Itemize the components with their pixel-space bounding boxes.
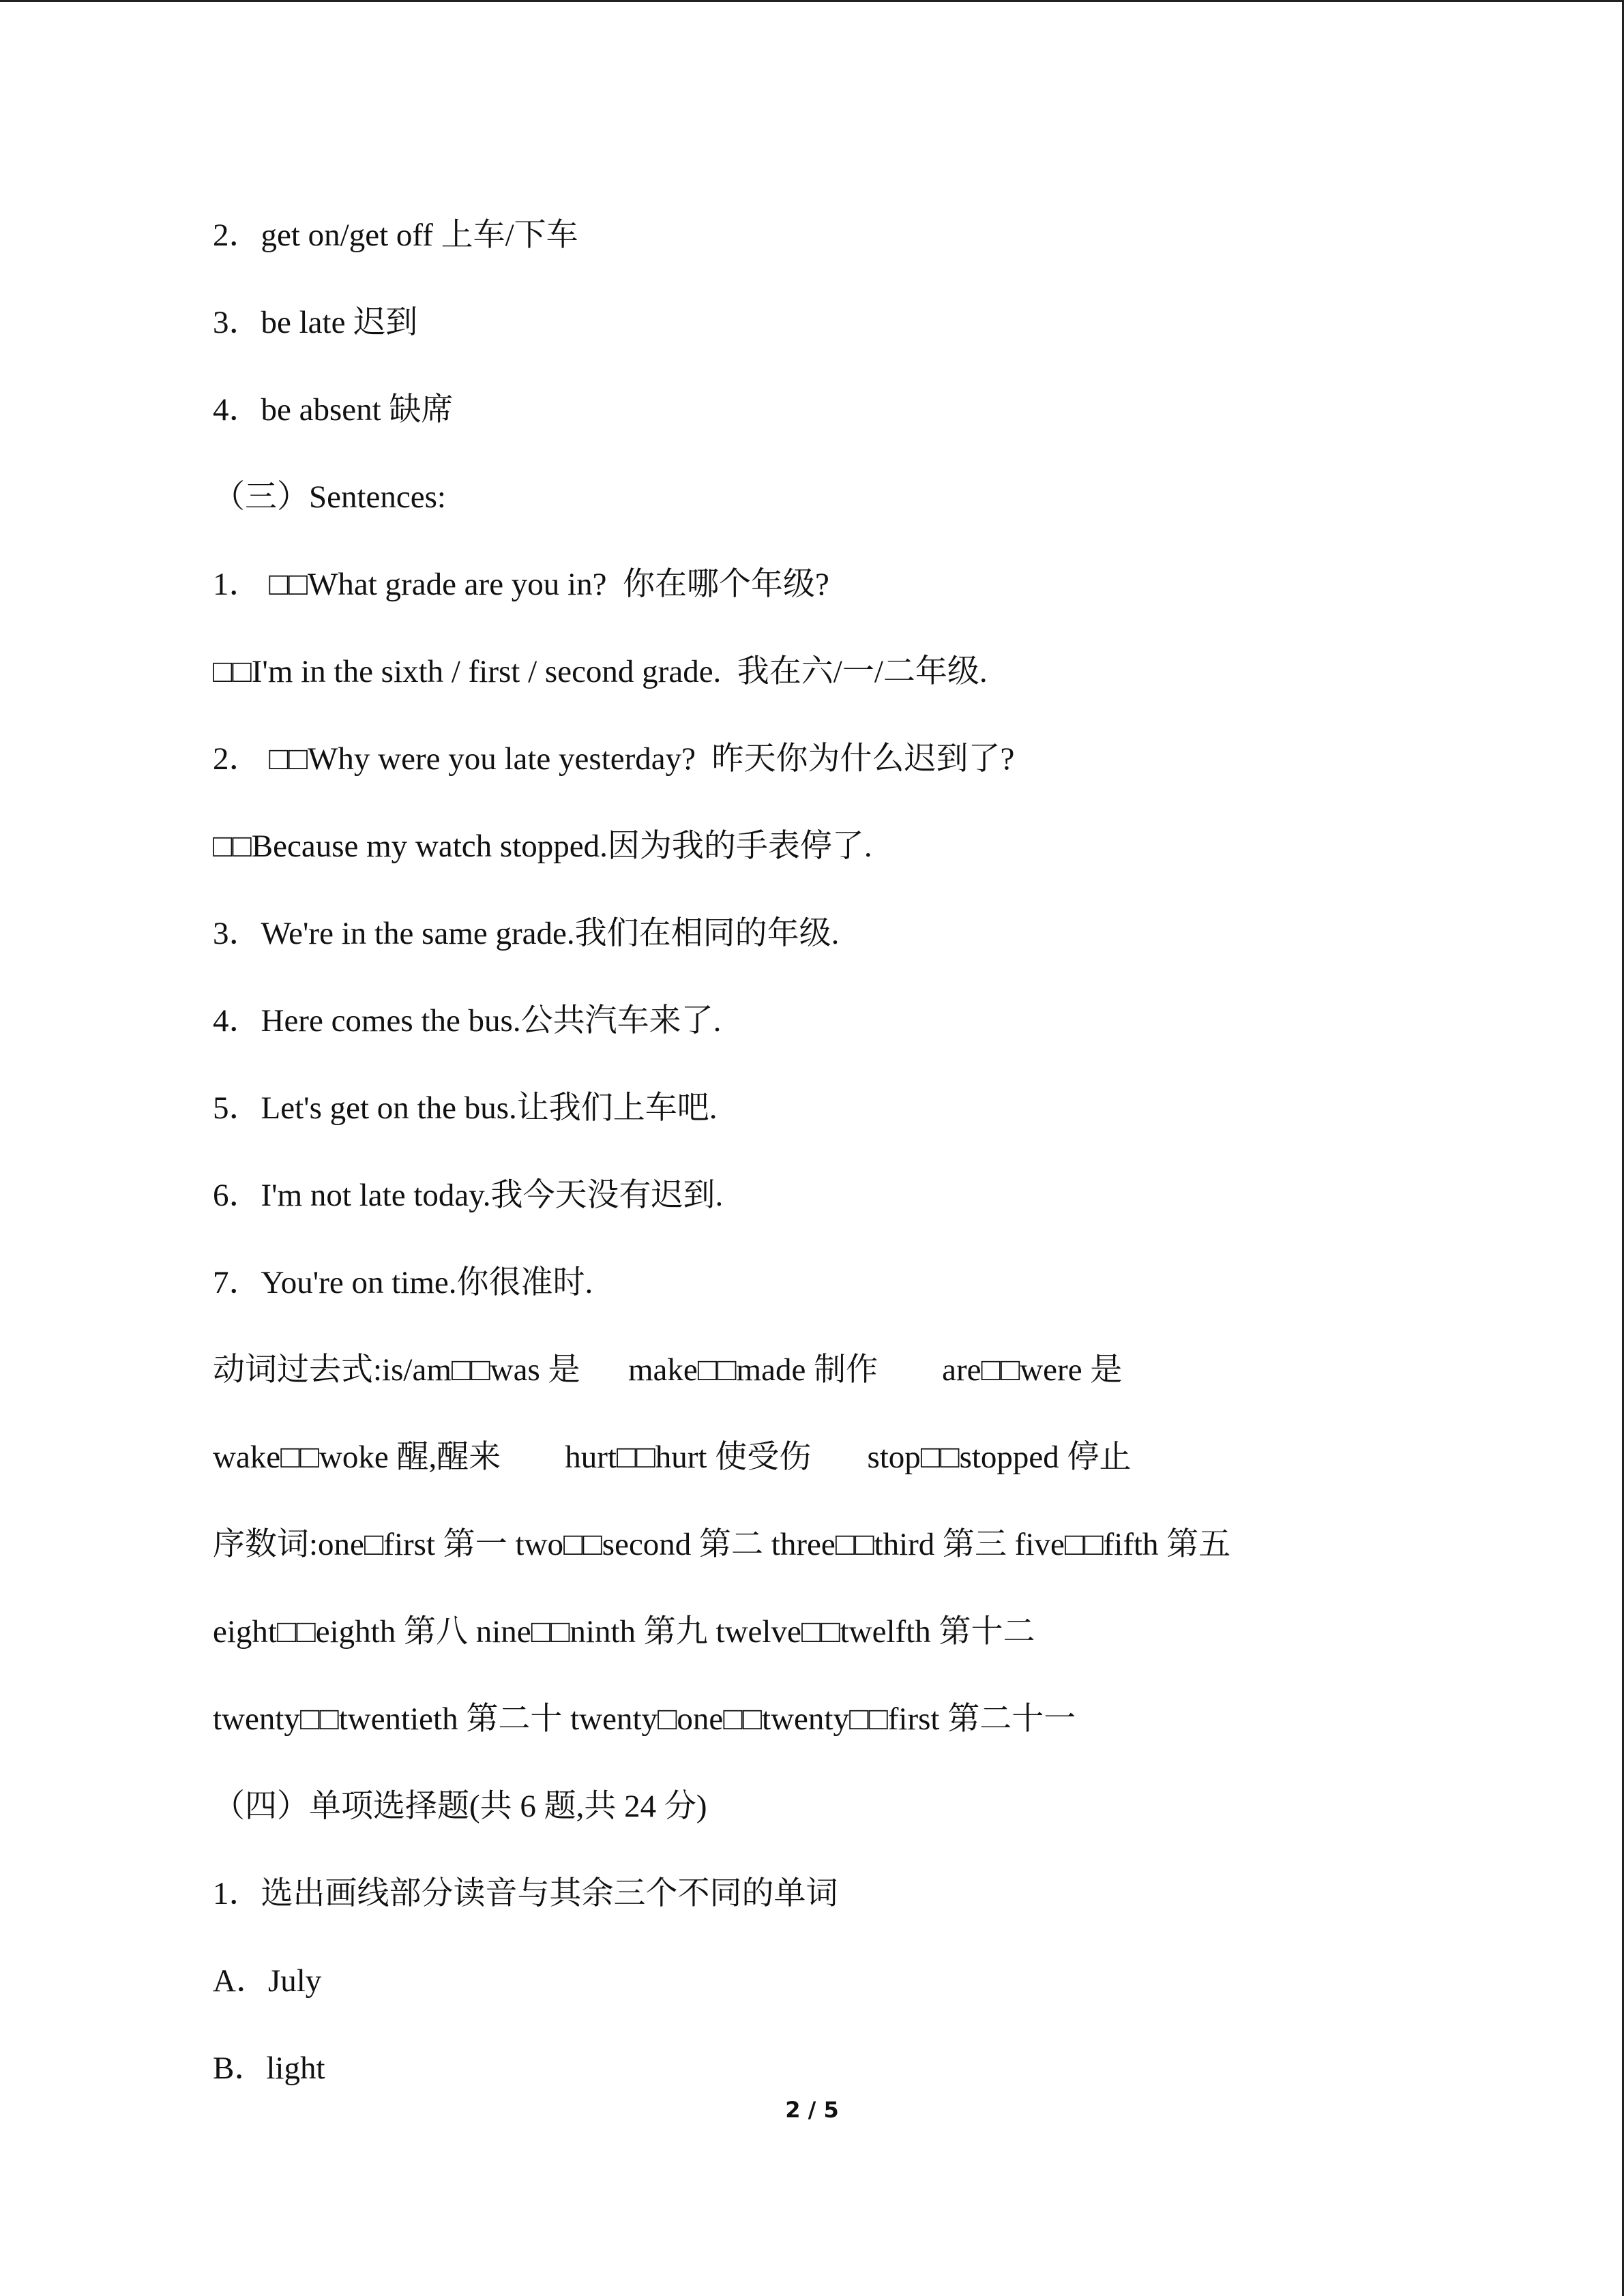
past-tense-verbs-line-1: 动词过去式:is/am□□was 是 make□□made 制作 are□□were 是	[213, 1352, 1123, 1388]
ordinal-numbers-line-2: eight□□eighth 第八 nine□□ninth 第九 twelve□□twelfth 第十二	[213, 1614, 1035, 1650]
sentence-here-comes-bus: 4．Here comes the bus.公共汽车来了.	[213, 1003, 722, 1039]
sentence-why-late: 2． □□Why were you late yesterday? 昨天你为什么迟到了?	[213, 741, 1015, 777]
sentence-not-late: 6．I'm not late today.我今天没有迟到.	[213, 1178, 724, 1213]
sentence-sixth-grade: □□I'm in the sixth / first / second grade. 我在六/一/二年级.	[213, 654, 988, 689]
page-number: 2 / 5	[785, 2097, 839, 2123]
ordinal-numbers-line-1: 序数词:one□first 第一 two□□second 第二 three□□third 第三 five□□fifth 第五	[213, 1527, 1231, 1562]
sentence-get-on-bus: 5．Let's get on the bus.让我们上车吧.	[213, 1090, 718, 1126]
ordinal-numbers-line-3: twenty□□twentieth 第二十 twenty□one□□twenty□□first 第二十一	[213, 1701, 1076, 1737]
past-tense-verbs-line-2: wake□□woke 醒,醒来 hurt□□hurt 使受伤 stop□□stopped 停止	[213, 1440, 1132, 1475]
sentence-same-grade: 3．We're in the same grade.我们在相同的年级.	[213, 916, 840, 951]
question-1: 1．选出画线部分读音与其余三个不同的单词	[213, 1876, 838, 1911]
phrase-get-on-get-off: 2．get on/get off 上车/下车	[213, 218, 578, 253]
document-body	[213, 198, 1509, 2118]
phrase-be-absent: 4．be absent 缺席	[213, 392, 454, 428]
section-heading-sentences: （三）Sentences:	[213, 479, 446, 515]
section-heading-multiple-choice: （四）单项选择题(共 6 题,共 24 分)	[213, 1789, 707, 1824]
sentence-what-grade: 1． □□What grade are you in? 你在哪个年级?	[213, 567, 829, 602]
sentence-on-time: 7．You're on time.你很准时.	[213, 1265, 593, 1300]
top-border	[0, 0, 1624, 2]
phrase-be-late: 3．be late 迟到	[213, 305, 418, 340]
question-1-option-a: A．July	[213, 1963, 322, 1999]
question-1-option-b: B．light	[213, 2051, 325, 2086]
sentence-watch-stopped: □□Because my watch stopped.因为我的手表停了.	[213, 829, 872, 864]
